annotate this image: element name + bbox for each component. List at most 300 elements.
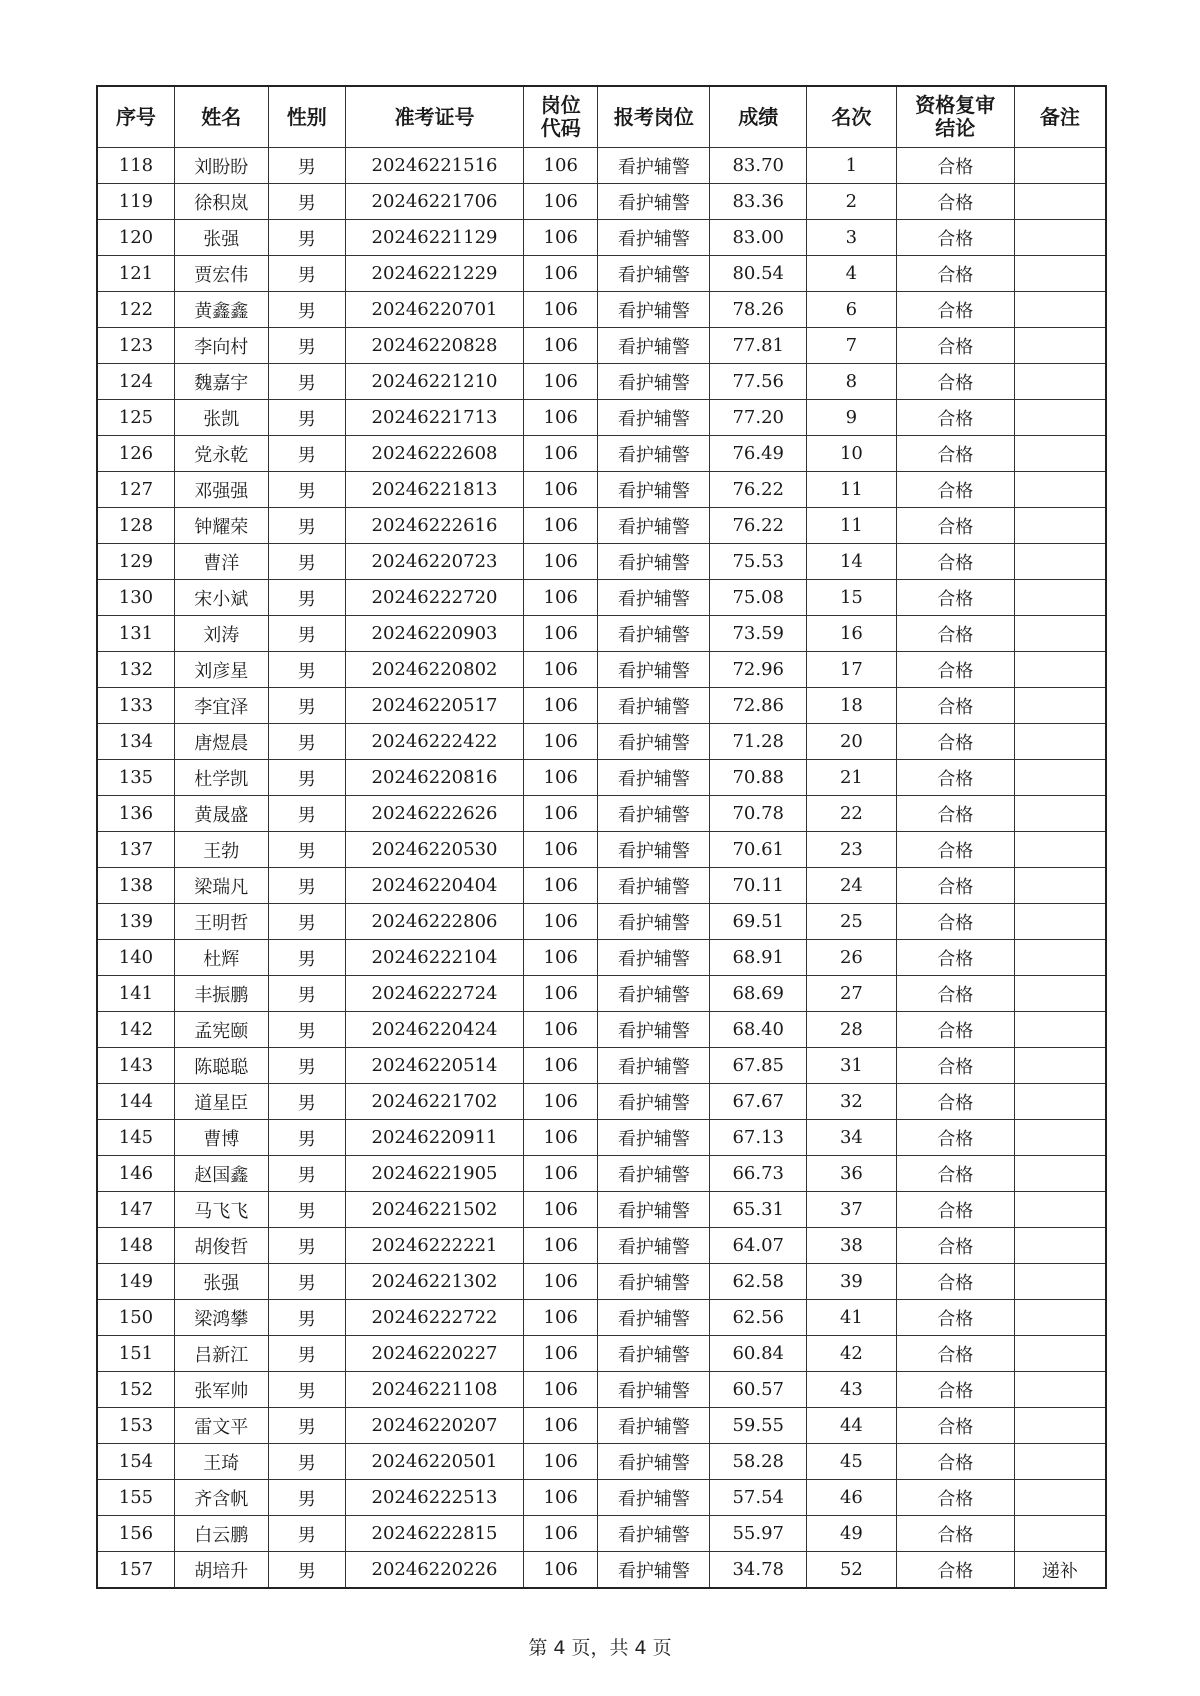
cell-review: 合格: [896, 184, 1014, 220]
cell-code: 106: [524, 580, 598, 616]
cell-score: 69.51: [710, 904, 807, 940]
cell-code: 106: [524, 688, 598, 724]
cell-post: 看护辅警: [598, 904, 710, 940]
cell-ticket: 20246221516: [345, 148, 523, 184]
cell-seq: 122: [97, 292, 174, 328]
cell-ticket: 20246221302: [345, 1264, 523, 1300]
table-row: [97, 760, 1106, 796]
cell-review: 合格: [896, 868, 1014, 904]
cell-gender: 男: [268, 652, 345, 688]
cell-post: 看护辅警: [598, 148, 710, 184]
cell-score: 72.86: [710, 688, 807, 724]
cell-seq: 138: [97, 868, 174, 904]
cell-note: [1014, 1228, 1106, 1264]
cell-ticket: 20246220501: [345, 1444, 523, 1480]
cell-note: [1014, 1084, 1106, 1120]
cell-code: 106: [524, 472, 598, 508]
cell-ticket: 20246221502: [345, 1192, 523, 1228]
cell-seq: 142: [97, 1012, 174, 1048]
cell-rank: 36: [807, 1156, 897, 1192]
cell-review: 合格: [896, 1372, 1014, 1408]
cell-name: 道星臣: [174, 1084, 268, 1120]
cell-review: 合格: [896, 1012, 1014, 1048]
cell-gender: 男: [268, 796, 345, 832]
cell-post: 看护辅警: [598, 364, 710, 400]
cell-rank: 52: [807, 1552, 897, 1589]
cell-rank: 18: [807, 688, 897, 724]
cell-rank: 28: [807, 1012, 897, 1048]
cell-ticket: 20246220911: [345, 1120, 523, 1156]
cell-code: 106: [524, 1084, 598, 1120]
cell-gender: 男: [268, 1516, 345, 1552]
cell-ticket: 20246221706: [345, 184, 523, 220]
table-row: [97, 1156, 1106, 1192]
cell-gender: 男: [268, 1192, 345, 1228]
table-row: [97, 652, 1106, 688]
cell-code: 106: [524, 616, 598, 652]
column-header-text: 代码: [540, 116, 581, 140]
cell-ticket: 20246220802: [345, 652, 523, 688]
cell-gender: 男: [268, 1012, 345, 1048]
cell-review: 合格: [896, 544, 1014, 580]
cell-review: 合格: [896, 1480, 1014, 1516]
cell-rank: 9: [807, 400, 897, 436]
cell-ticket: 20246220207: [345, 1408, 523, 1444]
cell-review: 合格: [896, 1408, 1014, 1444]
cell-code: 106: [524, 292, 598, 328]
cell-post: 看护辅警: [598, 1516, 710, 1552]
cell-rank: 22: [807, 796, 897, 832]
cell-score: 58.28: [710, 1444, 807, 1480]
cell-post: 看护辅警: [598, 544, 710, 580]
cell-score: 77.81: [710, 328, 807, 364]
cell-note: [1014, 1372, 1106, 1408]
cell-seq: 126: [97, 436, 174, 472]
page-number: 第 4 页，共 4 页: [528, 1637, 672, 1659]
cell-name: 张强: [174, 1264, 268, 1300]
cell-name: 杜辉: [174, 940, 268, 976]
cell-post: 看护辅警: [598, 1084, 710, 1120]
cell-post: 看护辅警: [598, 1480, 710, 1516]
cell-ticket: 20246221229: [345, 256, 523, 292]
cell-note: [1014, 868, 1106, 904]
table-row: [97, 976, 1106, 1012]
cell-gender: 男: [268, 1120, 345, 1156]
cell-code: 106: [524, 364, 598, 400]
cell-score: 76.22: [710, 472, 807, 508]
cell-seq: 146: [97, 1156, 174, 1192]
table-row: [97, 1228, 1106, 1264]
cell-name: 张强: [174, 220, 268, 256]
column-header-score: [710, 86, 807, 148]
column-header-text: 名次: [831, 104, 872, 129]
cell-name: 黄晟盛: [174, 796, 268, 832]
cell-ticket: 20246220514: [345, 1048, 523, 1084]
cell-name: 王明哲: [174, 904, 268, 940]
cell-review: 合格: [896, 1192, 1014, 1228]
table-row: [97, 544, 1106, 580]
cell-rank: 11: [807, 508, 897, 544]
cell-review: 合格: [896, 1228, 1014, 1264]
cell-gender: 男: [268, 832, 345, 868]
cell-note: [1014, 1408, 1106, 1444]
cell-code: 106: [524, 436, 598, 472]
cell-gender: 男: [268, 940, 345, 976]
cell-note: [1014, 364, 1106, 400]
table-row: [97, 1264, 1106, 1300]
cell-rank: 3: [807, 220, 897, 256]
cell-score: 83.36: [710, 184, 807, 220]
cell-name: 张凯: [174, 400, 268, 436]
cell-post: 看护辅警: [598, 472, 710, 508]
cell-review: 合格: [896, 472, 1014, 508]
table-row: [97, 148, 1106, 184]
table-row: [97, 328, 1106, 364]
cell-name: 丰振鹏: [174, 976, 268, 1012]
cell-post: 看护辅警: [598, 652, 710, 688]
cell-seq: 130: [97, 580, 174, 616]
cell-note: [1014, 760, 1106, 796]
cell-rank: 49: [807, 1516, 897, 1552]
cell-code: 106: [524, 796, 598, 832]
cell-seq: 150: [97, 1300, 174, 1336]
cell-code: 106: [524, 1444, 598, 1480]
table-row: [97, 1408, 1106, 1444]
cell-seq: 147: [97, 1192, 174, 1228]
cell-score: 71.28: [710, 724, 807, 760]
cell-gender: 男: [268, 1408, 345, 1444]
cell-code: 106: [524, 1156, 598, 1192]
table-row: [97, 1444, 1106, 1480]
cell-ticket: 20246222513: [345, 1480, 523, 1516]
cell-review: 合格: [896, 508, 1014, 544]
cell-post: 看护辅警: [598, 940, 710, 976]
cell-name: 王勃: [174, 832, 268, 868]
cell-seq: 131: [97, 616, 174, 652]
cell-post: 看护辅警: [598, 400, 710, 436]
cell-ticket: 20246220424: [345, 1012, 523, 1048]
cell-code: 106: [524, 1552, 598, 1589]
cell-gender: 男: [268, 580, 345, 616]
cell-ticket: 20246220227: [345, 1336, 523, 1372]
cell-ticket: 20246221813: [345, 472, 523, 508]
table-header-row: [97, 86, 1106, 148]
cell-post: 看护辅警: [598, 1156, 710, 1192]
cell-note: [1014, 904, 1106, 940]
cell-note: [1014, 544, 1106, 580]
cell-code: 106: [524, 400, 598, 436]
cell-ticket: 20246222104: [345, 940, 523, 976]
table-row: [97, 1300, 1106, 1336]
cell-score: 73.59: [710, 616, 807, 652]
cell-rank: 39: [807, 1264, 897, 1300]
column-header-review: [896, 86, 1014, 148]
cell-rank: 6: [807, 292, 897, 328]
cell-seq: 156: [97, 1516, 174, 1552]
cell-code: 106: [524, 1048, 598, 1084]
cell-name: 曹博: [174, 1120, 268, 1156]
cell-post: 看护辅警: [598, 1192, 710, 1228]
cell-post: 看护辅警: [598, 436, 710, 472]
column-header-text: 资格复审: [915, 93, 996, 117]
cell-seq: 155: [97, 1480, 174, 1516]
cell-score: 72.96: [710, 652, 807, 688]
cell-name: 雷文平: [174, 1408, 268, 1444]
table-row: [97, 1192, 1106, 1228]
cell-seq: 124: [97, 364, 174, 400]
cell-ticket: 20246222221: [345, 1228, 523, 1264]
table-row: [97, 688, 1106, 724]
cell-gender: 男: [268, 1084, 345, 1120]
cell-review: 合格: [896, 148, 1014, 184]
cell-review: 合格: [896, 1516, 1014, 1552]
cell-score: 67.85: [710, 1048, 807, 1084]
cell-score: 67.13: [710, 1120, 807, 1156]
cell-name: 孟宪颐: [174, 1012, 268, 1048]
cell-post: 看护辅警: [598, 724, 710, 760]
cell-note: [1014, 1120, 1106, 1156]
cell-post: 看护辅警: [598, 580, 710, 616]
cell-code: 106: [524, 1300, 598, 1336]
cell-post: 看护辅警: [598, 976, 710, 1012]
cell-note: [1014, 436, 1106, 472]
table-row: [97, 904, 1106, 940]
cell-seq: 119: [97, 184, 174, 220]
cell-gender: 男: [268, 508, 345, 544]
cell-rank: 26: [807, 940, 897, 976]
table-row: [97, 292, 1106, 328]
cell-seq: 129: [97, 544, 174, 580]
cell-gender: 男: [268, 1480, 345, 1516]
cell-review: 合格: [896, 796, 1014, 832]
cell-gender: 男: [268, 436, 345, 472]
cell-rank: 46: [807, 1480, 897, 1516]
cell-code: 106: [524, 760, 598, 796]
cell-review: 合格: [896, 904, 1014, 940]
cell-gender: 男: [268, 400, 345, 436]
cell-post: 看护辅警: [598, 1120, 710, 1156]
cell-note: [1014, 724, 1106, 760]
cell-name: 刘涛: [174, 616, 268, 652]
cell-seq: 144: [97, 1084, 174, 1120]
column-header-seq: [97, 86, 174, 148]
cell-review: 合格: [896, 1264, 1014, 1300]
column-header-gender: [268, 86, 345, 148]
cell-code: 106: [524, 1192, 598, 1228]
cell-ticket: 20246222722: [345, 1300, 523, 1336]
cell-name: 钟耀荣: [174, 508, 268, 544]
cell-post: 看护辅警: [598, 868, 710, 904]
cell-ticket: 20246222815: [345, 1516, 523, 1552]
column-header-note: [1014, 86, 1106, 148]
column-header-rank: [807, 86, 897, 148]
cell-gender: 男: [268, 1444, 345, 1480]
table-row: [97, 868, 1106, 904]
cell-name: 梁瑞凡: [174, 868, 268, 904]
column-header-text: 报考岗位: [613, 104, 694, 129]
cell-post: 看护辅警: [598, 1300, 710, 1336]
cell-note: [1014, 1264, 1106, 1300]
cell-seq: 137: [97, 832, 174, 868]
cell-score: 76.22: [710, 508, 807, 544]
column-header-text: 性别: [286, 104, 327, 129]
cell-note: [1014, 1300, 1106, 1336]
cell-post: 看护辅警: [598, 1012, 710, 1048]
cell-gender: 男: [268, 220, 345, 256]
column-header-text: 备注: [1039, 104, 1080, 129]
cell-score: 68.69: [710, 976, 807, 1012]
cell-post: 看护辅警: [598, 1336, 710, 1372]
cell-seq: 143: [97, 1048, 174, 1084]
cell-review: 合格: [896, 1336, 1014, 1372]
cell-gender: 男: [268, 1048, 345, 1084]
cell-code: 106: [524, 508, 598, 544]
cell-name: 赵国鑫: [174, 1156, 268, 1192]
table-row: [97, 364, 1106, 400]
cell-score: 68.91: [710, 940, 807, 976]
cell-ticket: 20246221905: [345, 1156, 523, 1192]
table-row: [97, 1480, 1106, 1516]
table-row: [97, 832, 1106, 868]
cell-code: 106: [524, 832, 598, 868]
cell-post: 看护辅警: [598, 508, 710, 544]
cell-review: 合格: [896, 616, 1014, 652]
cell-code: 106: [524, 1516, 598, 1552]
cell-post: 看护辅警: [598, 688, 710, 724]
cell-seq: 149: [97, 1264, 174, 1300]
cell-post: 看护辅警: [598, 1552, 710, 1589]
cell-gender: 男: [268, 1552, 345, 1589]
cell-ticket: 20246220517: [345, 688, 523, 724]
cell-note: 递补: [1014, 1552, 1106, 1589]
cell-seq: 154: [97, 1444, 174, 1480]
cell-seq: 133: [97, 688, 174, 724]
cell-rank: 43: [807, 1372, 897, 1408]
table-row: [97, 400, 1106, 436]
table-row: [97, 940, 1106, 976]
cell-review: 合格: [896, 1048, 1014, 1084]
table-row: [97, 796, 1106, 832]
cell-seq: 139: [97, 904, 174, 940]
cell-gender: 男: [268, 724, 345, 760]
cell-ticket: 20246222616: [345, 508, 523, 544]
cell-score: 78.26: [710, 292, 807, 328]
cell-score: 60.84: [710, 1336, 807, 1372]
cell-gender: 男: [268, 616, 345, 652]
cell-name: 宋小斌: [174, 580, 268, 616]
cell-review: 合格: [896, 292, 1014, 328]
cell-score: 76.49: [710, 436, 807, 472]
cell-rank: 14: [807, 544, 897, 580]
cell-ticket: 20246220816: [345, 760, 523, 796]
cell-review: 合格: [896, 580, 1014, 616]
cell-rank: 41: [807, 1300, 897, 1336]
cell-rank: 34: [807, 1120, 897, 1156]
cell-name: 刘彦星: [174, 652, 268, 688]
cell-review: 合格: [896, 1300, 1014, 1336]
cell-code: 106: [524, 976, 598, 1012]
cell-rank: 37: [807, 1192, 897, 1228]
cell-note: [1014, 940, 1106, 976]
cell-score: 68.40: [710, 1012, 807, 1048]
cell-seq: 135: [97, 760, 174, 796]
cell-ticket: 20246220701: [345, 292, 523, 328]
cell-code: 106: [524, 652, 598, 688]
cell-seq: 157: [97, 1552, 174, 1589]
cell-post: 看护辅警: [598, 220, 710, 256]
cell-seq: 152: [97, 1372, 174, 1408]
cell-post: 看护辅警: [598, 616, 710, 652]
cell-rank: 15: [807, 580, 897, 616]
cell-name: 胡培升: [174, 1552, 268, 1589]
cell-note: [1014, 1336, 1106, 1372]
column-header-text: 结论: [935, 116, 976, 140]
cell-note: [1014, 1516, 1106, 1552]
table-row: [97, 1372, 1106, 1408]
cell-rank: 20: [807, 724, 897, 760]
cell-score: 66.73: [710, 1156, 807, 1192]
cell-note: [1014, 832, 1106, 868]
cell-gender: 男: [268, 760, 345, 796]
cell-rank: 8: [807, 364, 897, 400]
cell-ticket: 20246220226: [345, 1552, 523, 1589]
cell-seq: 132: [97, 652, 174, 688]
cell-review: 合格: [896, 724, 1014, 760]
table-row: [97, 580, 1106, 616]
cell-review: 合格: [896, 364, 1014, 400]
cell-note: [1014, 580, 1106, 616]
cell-ticket: 20246221702: [345, 1084, 523, 1120]
cell-seq: 151: [97, 1336, 174, 1372]
cell-note: [1014, 256, 1106, 292]
cell-note: [1014, 1012, 1106, 1048]
column-header-ticket: [345, 86, 523, 148]
cell-post: 看护辅警: [598, 1408, 710, 1444]
cell-post: 看护辅警: [598, 1444, 710, 1480]
table-row: [97, 1084, 1106, 1120]
column-header-text: 成绩: [738, 104, 779, 129]
cell-name: 张军帅: [174, 1372, 268, 1408]
cell-post: 看护辅警: [598, 1228, 710, 1264]
cell-rank: 27: [807, 976, 897, 1012]
cell-rank: 24: [807, 868, 897, 904]
table-row: [97, 1336, 1106, 1372]
cell-post: 看护辅警: [598, 328, 710, 364]
table-body: [97, 148, 1106, 1589]
cell-review: 合格: [896, 760, 1014, 796]
cell-rank: 44: [807, 1408, 897, 1444]
cell-name: 齐含帆: [174, 1480, 268, 1516]
cell-score: 70.11: [710, 868, 807, 904]
cell-seq: 123: [97, 328, 174, 364]
cell-review: 合格: [896, 400, 1014, 436]
cell-name: 唐煜晨: [174, 724, 268, 760]
cell-ticket: 20246222422: [345, 724, 523, 760]
cell-code: 106: [524, 904, 598, 940]
table-row: [97, 436, 1106, 472]
cell-gender: 男: [268, 1372, 345, 1408]
cell-post: 看护辅警: [598, 256, 710, 292]
cell-ticket: 20246222720: [345, 580, 523, 616]
cell-score: 67.67: [710, 1084, 807, 1120]
cell-post: 看护辅警: [598, 184, 710, 220]
cell-seq: 121: [97, 256, 174, 292]
cell-rank: 4: [807, 256, 897, 292]
cell-rank: 1: [807, 148, 897, 184]
cell-note: [1014, 1444, 1106, 1480]
column-header-text: 序号: [115, 104, 156, 129]
cell-name: 王琦: [174, 1444, 268, 1480]
